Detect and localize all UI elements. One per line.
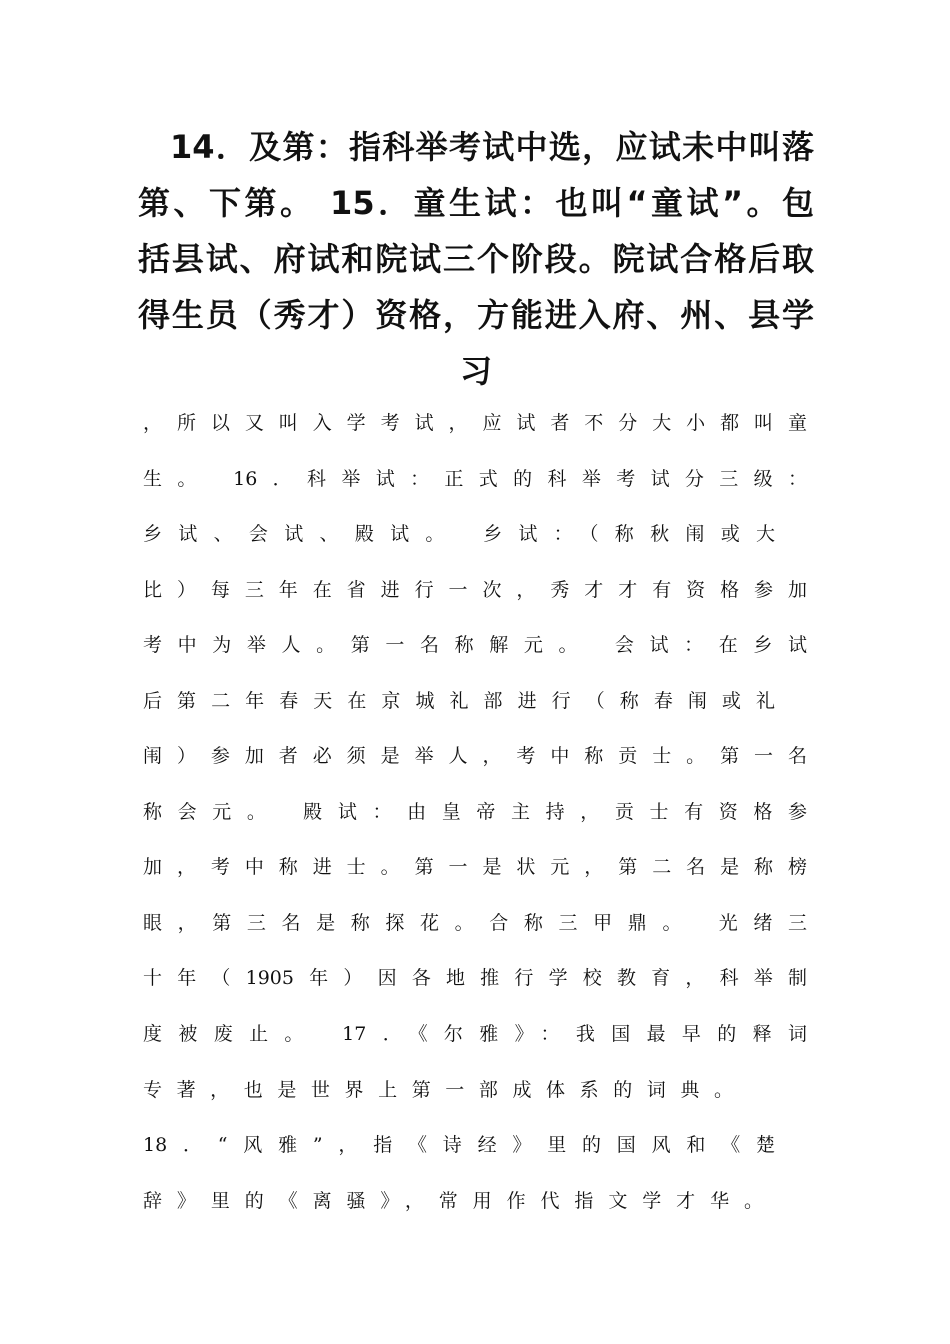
body-line-6: 后第二年春天在京城礼部进行（称春闱或礼 [143,690,775,712]
heading-line-5: 习 [459,352,492,390]
heading-line-4: 得生员（秀才）资格，方能进入府、州、县学 [138,296,814,334]
body-line-1: ，所以又叫入学考试，应试者不分大小都叫童 [143,412,807,434]
heading-line-2: 第、下第。 15．童生试：也叫“童试”。包 [138,184,814,222]
body-line-14: 18．“风雅”，指《诗经》里的国风和《楚 [143,1134,775,1156]
body-line-10: 眼，第三名是称探花。合称三甲鼎。 光绪三 [143,912,807,934]
body-line-15: 辞》里的《离骚》，常用作代指文学才华。 [143,1190,763,1212]
body-line-3: 乡试、会试、殿试。 乡试：（称秋闱或大 [143,523,775,545]
body-line-8: 称会元。 殿试：由皇帝主持，贡士有资格参 [143,801,807,823]
body-line-11: 十年（1905年）因各地推行学校教育，科举制 [143,967,807,989]
body-line-12: 度被废止。 17．《尔雅》：我国最早的释词 [143,1023,807,1045]
heading-line-3: 括县试、府试和院试三个阶段。院试合格后取 [138,240,814,278]
body-line-7: 闱）参加者必须是举人，考中称贡士。第一名 [143,745,807,767]
body-line-4: 比）每三年在省进行一次，秀才才有资格参加 [143,579,807,601]
body-line-13: 专著，也是世界上第一部成体系的词典。 [143,1079,733,1101]
heading-line-1: 14．及第：指科举考试中选，应试未中叫落 [170,128,814,166]
body-line-9: 加，考中称进士。第一是状元，第二名是称榜 [143,856,807,878]
body-line-5: 考中为举人。第一名称解元。 会试：在乡试 [143,634,807,656]
body-line-2: 生。 16．科举试：正式的科举考试分三级： [143,468,807,490]
